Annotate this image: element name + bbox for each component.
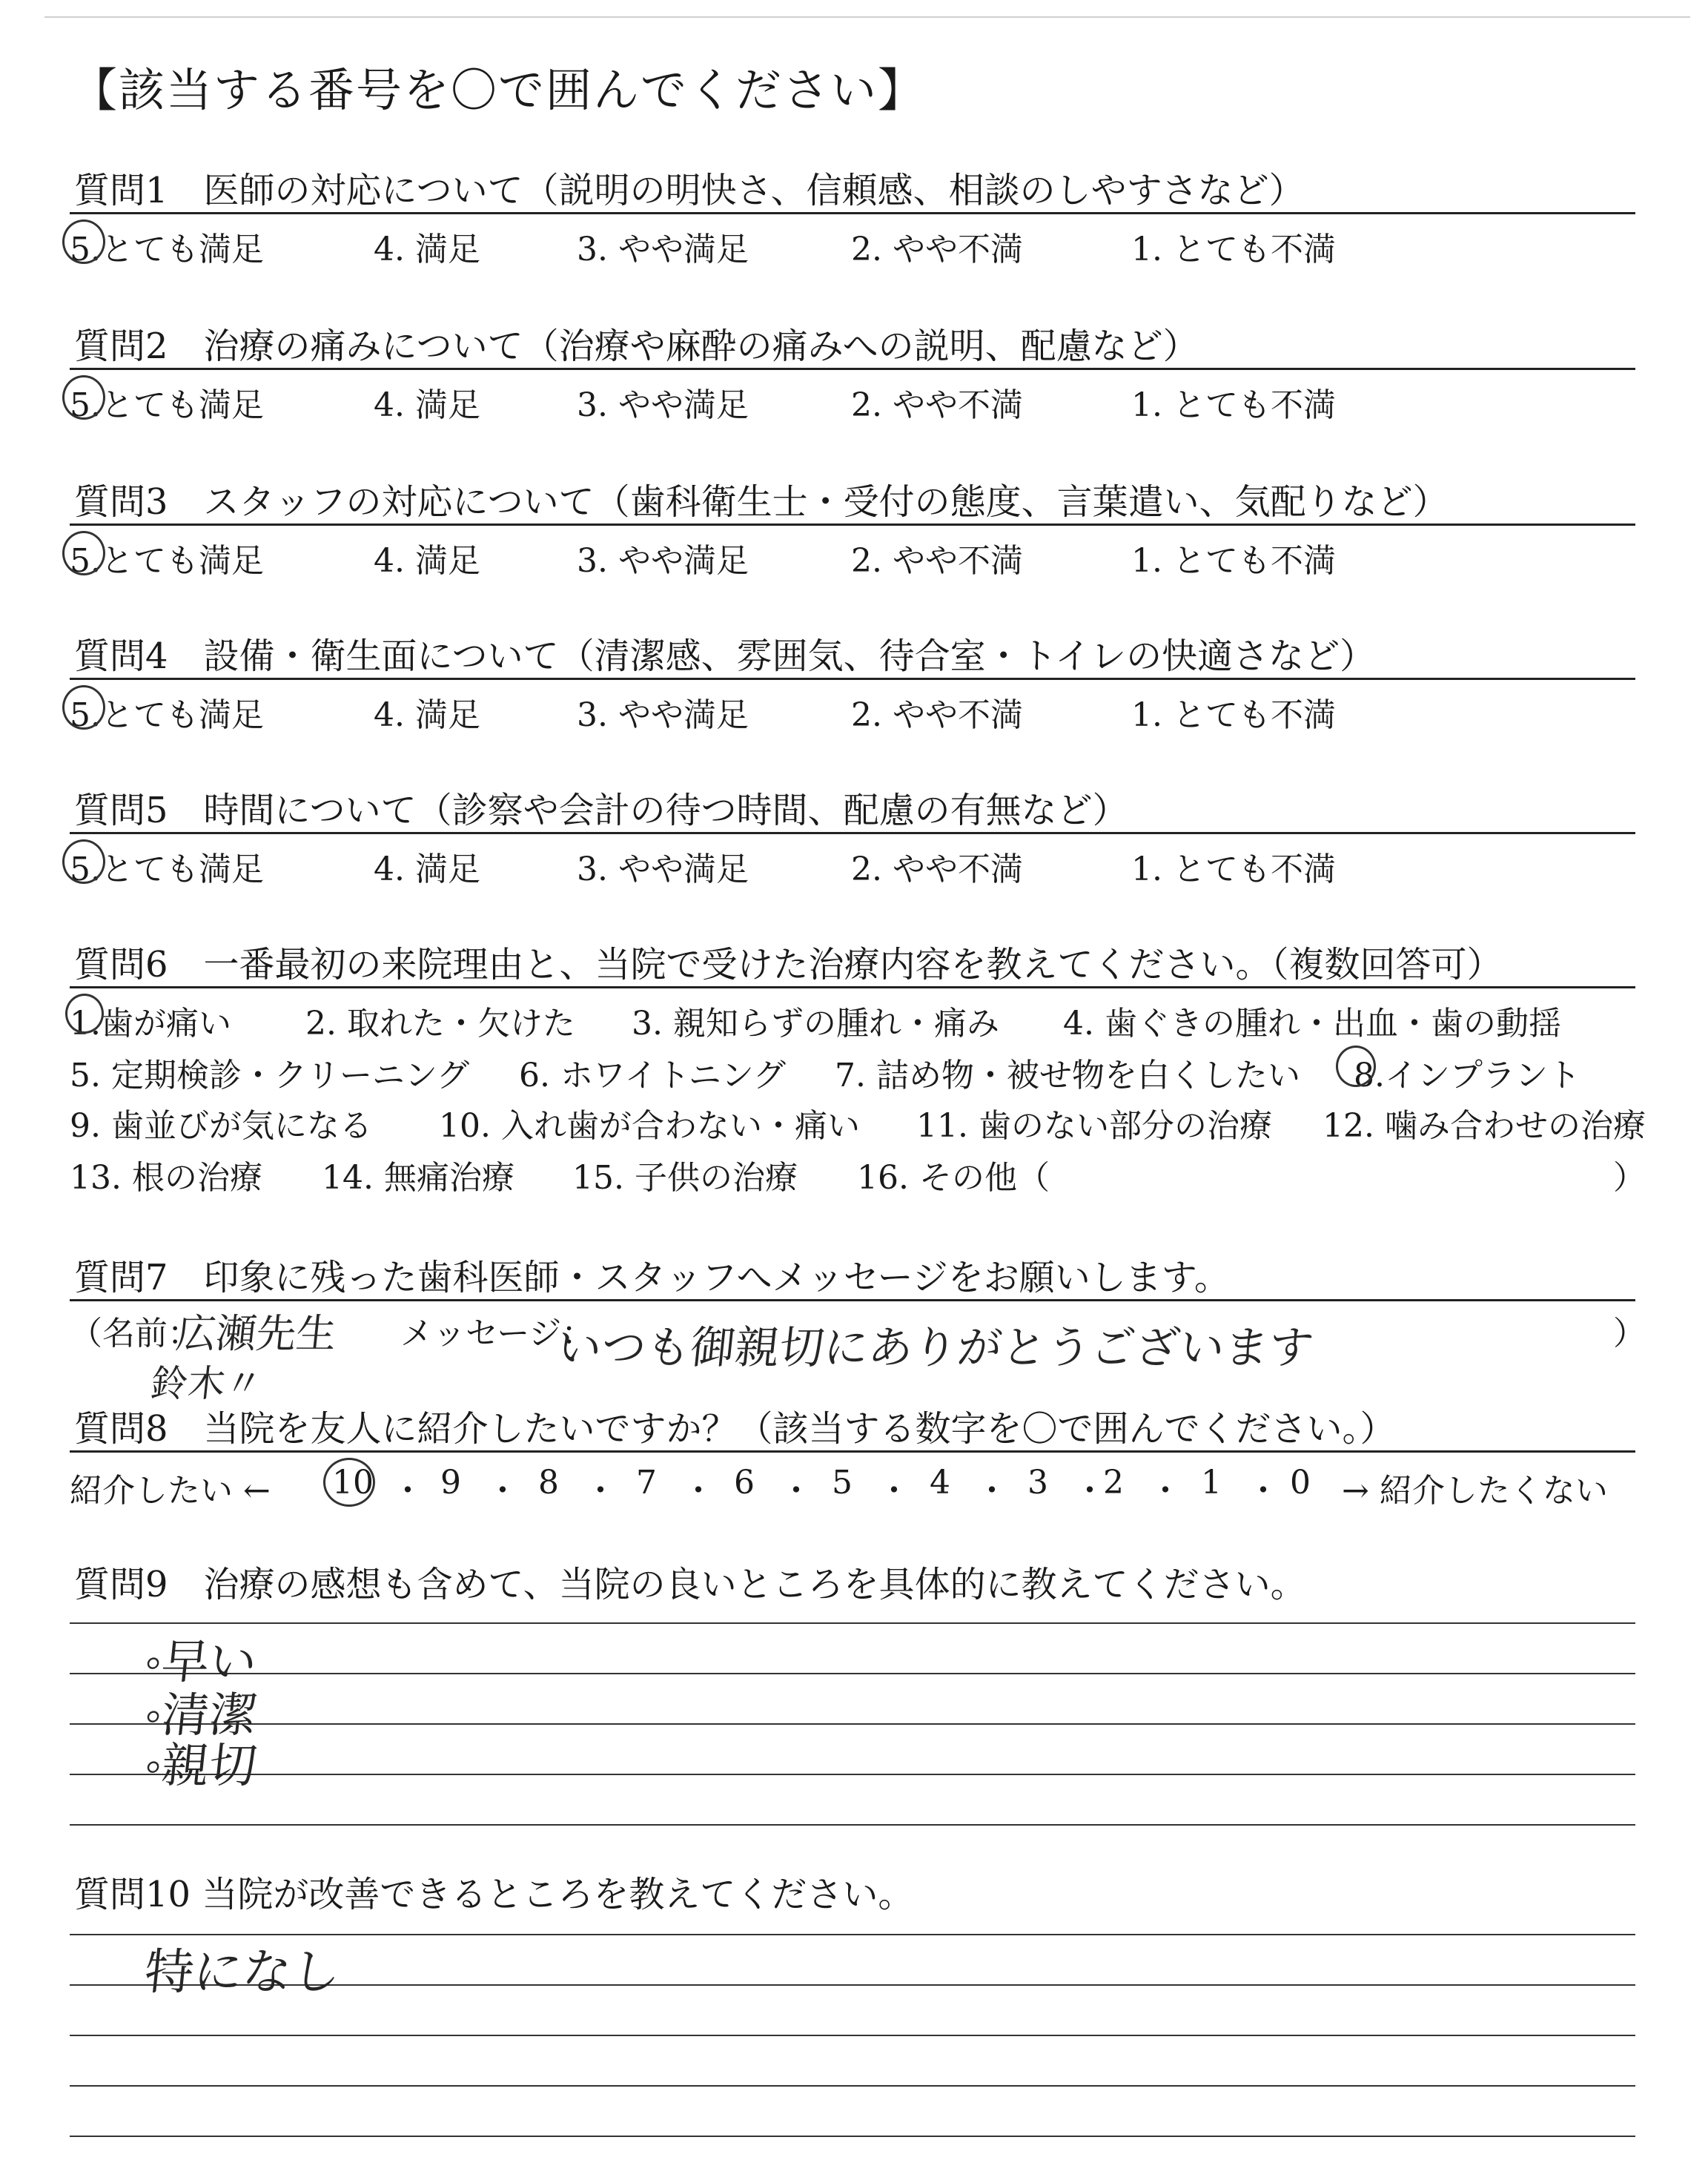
q2-option-2[interactable]: 2. やや不満 <box>851 386 1023 424</box>
q8-dot: ・ <box>391 1472 424 1510</box>
question-8-rule <box>70 1450 1635 1453</box>
question-7-title: 質問7 印象に残った歯科医師・スタッフへメッセージをお願いします。 <box>74 1257 1230 1298</box>
q1-option-2[interactable]: 2. やや不満 <box>851 231 1023 268</box>
q1-option-4[interactable]: 4. 満足 <box>374 231 480 268</box>
q6-selected-circle-1 <box>65 994 104 1034</box>
q3-option-1[interactable]: 1. とても不満 <box>1131 542 1336 580</box>
q3-option-4[interactable]: 4. 満足 <box>374 542 480 580</box>
q6-option-7[interactable]: 7. 詰め物・被せ物を白くしたい <box>835 1057 1300 1094</box>
q2-option-1[interactable]: 1. とても不満 <box>1131 386 1336 424</box>
q8-scale-0[interactable]: 0 <box>1290 1464 1311 1502</box>
q7-name-label: （名前： <box>70 1315 200 1353</box>
q8-scale-6[interactable]: 6 <box>734 1464 755 1502</box>
q6-option-2[interactable]: 2. 取れた・欠けた <box>305 1005 575 1043</box>
q7-handwritten-name-2: 鈴木〃 <box>148 1362 265 1405</box>
q2-selected-circle <box>62 375 105 420</box>
q9-answer-line-5 <box>70 1824 1635 1826</box>
q9-answer-line-3 <box>70 1723 1635 1725</box>
q1-selected-circle <box>62 219 105 264</box>
question-1-title: 質問1 医師の対応について（説明の明快さ、信頼感、相談のしやすさなど） <box>74 170 1305 211</box>
q10-answer-line-5 <box>70 2136 1635 2137</box>
q8-scale-7[interactable]: 7 <box>636 1464 657 1502</box>
q8-dot: ・ <box>1073 1472 1106 1510</box>
question-3-rule <box>70 524 1635 526</box>
form-instruction-header: 【該当する番号を〇で囲んでください】 <box>71 63 926 117</box>
q7-message-label: メッセージ： <box>400 1315 595 1353</box>
q7-handwritten-message[interactable]: いつも御親切にありがとうございます <box>554 1322 1317 1374</box>
q8-scale-4[interactable]: 4 <box>930 1464 950 1502</box>
q4-option-3[interactable]: 3. やや満足 <box>577 696 749 734</box>
q6-option-8[interactable]: 8.インプラント <box>1354 1057 1580 1094</box>
question-5-rule <box>70 832 1635 834</box>
question-6-title: 質問6 一番最初の来院理由と、当院で受けた治療内容を教えてください。（複数回答可） <box>74 944 1503 985</box>
q4-selected-circle <box>62 685 105 730</box>
q8-scale-8[interactable]: 8 <box>538 1464 559 1502</box>
q5-option-4[interactable]: 4. 満足 <box>374 851 480 888</box>
q5-option-5[interactable]: 5.とても満足 <box>70 851 264 888</box>
question-3-title: 質問3 スタッフの対応について（歯科衛生士・受付の態度、言葉遣い、気配りなど） <box>74 481 1449 523</box>
q4-option-4[interactable]: 4. 満足 <box>374 696 480 734</box>
q3-option-5[interactable]: 5.とても満足 <box>70 542 264 580</box>
question-2-rule <box>70 368 1635 370</box>
question-5-title: 質問5 時間について（診察や会計の待つ時間、配慮の有無など） <box>74 790 1128 831</box>
q7-close-paren: ） <box>1613 1315 1646 1353</box>
q9-answer-line-1 <box>70 1622 1635 1624</box>
q5-option-1[interactable]: 1. とても不満 <box>1131 851 1336 888</box>
question-4-rule <box>70 678 1635 680</box>
q10-handwritten-answer[interactable]: 特になし <box>142 1943 344 2001</box>
q6-option-5[interactable]: 5. 定期検診・クリーニング <box>70 1057 470 1094</box>
q3-selected-circle <box>62 531 105 575</box>
q6-option-13[interactable]: 13. 根の治療 <box>70 1159 262 1197</box>
q8-scale-3[interactable]: 3 <box>1027 1464 1048 1502</box>
q6-option-10[interactable]: 10. 入れ歯が合わない・痛い <box>439 1107 860 1145</box>
q8-scale-5[interactable]: 5 <box>832 1464 853 1502</box>
q10-answer-line-4 <box>70 2085 1635 2087</box>
q6-option-11[interactable]: 11. 歯のない部分の治療 <box>916 1107 1272 1145</box>
q10-answer-line-3 <box>70 2035 1635 2036</box>
q6-option-16[interactable]: 16. その他（ <box>857 1159 1050 1197</box>
q9-handwritten-answer-2[interactable]: ◦清潔 <box>142 1688 259 1743</box>
q6-option-14[interactable]: 14. 無痛治療 <box>322 1159 514 1197</box>
q1-option-3[interactable]: 3. やや満足 <box>577 231 749 268</box>
question-2-title: 質問2 治療の痛みについて（治療や麻酔の痛みへの説明、配慮など） <box>74 326 1199 367</box>
q8-scale-1[interactable]: 1 <box>1201 1464 1222 1502</box>
q5-option-2[interactable]: 2. やや不満 <box>851 851 1023 888</box>
question-6-rule <box>70 986 1635 988</box>
q3-option-3[interactable]: 3. やや満足 <box>577 542 749 580</box>
q4-option-1[interactable]: 1. とても不満 <box>1131 696 1336 734</box>
q2-option-3[interactable]: 3. やや満足 <box>577 386 749 424</box>
q6-option-1[interactable]: 1.歯が痛い <box>70 1005 231 1043</box>
q5-selected-circle <box>62 839 105 884</box>
q6-selected-circle-8 <box>1336 1046 1376 1087</box>
q8-scale-2[interactable]: 2 <box>1103 1464 1124 1502</box>
page-top-rule <box>44 16 1690 18</box>
q2-option-5[interactable]: 5.とても満足 <box>70 386 264 424</box>
q8-left-label: 紹介したい ← <box>70 1472 271 1510</box>
question-4-title: 質問4 設備・衛生面について（清潔感、雰囲気、待合室・トイレの快適さなど） <box>74 635 1376 677</box>
q8-dot: ・ <box>1149 1472 1182 1510</box>
q8-scale-9[interactable]: 9 <box>440 1464 461 1502</box>
q7-handwritten-name-1: 広瀬先生 <box>173 1310 339 1357</box>
q8-dot: ・ <box>486 1472 519 1510</box>
q8-dot: ・ <box>584 1472 617 1510</box>
q5-option-3[interactable]: 3. やや満足 <box>577 851 749 888</box>
q1-option-5[interactable]: 5.とても満足 <box>70 231 264 268</box>
q6-option-15[interactable]: 15. 子供の治療 <box>572 1159 798 1197</box>
question-1-rule <box>70 212 1635 214</box>
q9-answer-line-4 <box>70 1774 1635 1775</box>
q3-option-2[interactable]: 2. やや不満 <box>851 542 1023 580</box>
question-10-title: 質問10 当院が改善できるところを教えてください。 <box>74 1874 914 1915</box>
q8-selected-circle <box>323 1458 375 1507</box>
q6-option-6[interactable]: 6. ホワイトニング <box>519 1057 787 1094</box>
q8-dot: ・ <box>682 1472 715 1510</box>
q8-dot: ・ <box>878 1472 910 1510</box>
q8-right-label: → 紹介したくない <box>1342 1472 1608 1510</box>
q8-dot: ・ <box>1247 1472 1280 1510</box>
q9-answer-line-2 <box>70 1673 1635 1674</box>
q9-handwritten-answer-3[interactable]: ◦親切 <box>142 1739 259 1794</box>
q6-option-4[interactable]: 4. 歯ぐきの腫れ・出血・歯の動揺 <box>1063 1005 1561 1043</box>
question-7-rule <box>70 1299 1635 1301</box>
q1-option-1[interactable]: 1. とても不満 <box>1131 231 1336 268</box>
q2-option-4[interactable]: 4. 満足 <box>374 386 480 424</box>
q6-other-close-paren: ） <box>1613 1159 1646 1197</box>
q4-option-2[interactable]: 2. やや不満 <box>851 696 1023 734</box>
q6-option-9[interactable]: 9. 歯並びが気になる <box>70 1107 372 1145</box>
q9-handwritten-answer-1[interactable]: ◦早い <box>142 1635 259 1690</box>
q4-option-5[interactable]: 5.とても満足 <box>70 696 264 734</box>
question-8-title: 質問8 当院を友人に紹介したいですか？（該当する数字を〇で囲んでください。） <box>74 1408 1396 1450</box>
q6-option-12[interactable]: 12. 噛み合わせの治療 <box>1323 1107 1646 1145</box>
q8-dot: ・ <box>780 1472 812 1510</box>
question-9-title: 質問9 治療の感想も含めて、当院の良いところを具体的に教えてください。 <box>74 1564 1306 1605</box>
q8-scale-10[interactable]: 10 <box>332 1464 374 1502</box>
q8-dot: ・ <box>976 1472 1008 1510</box>
q6-option-3[interactable]: 3. 親知らずの腫れ・痛み <box>632 1005 999 1043</box>
